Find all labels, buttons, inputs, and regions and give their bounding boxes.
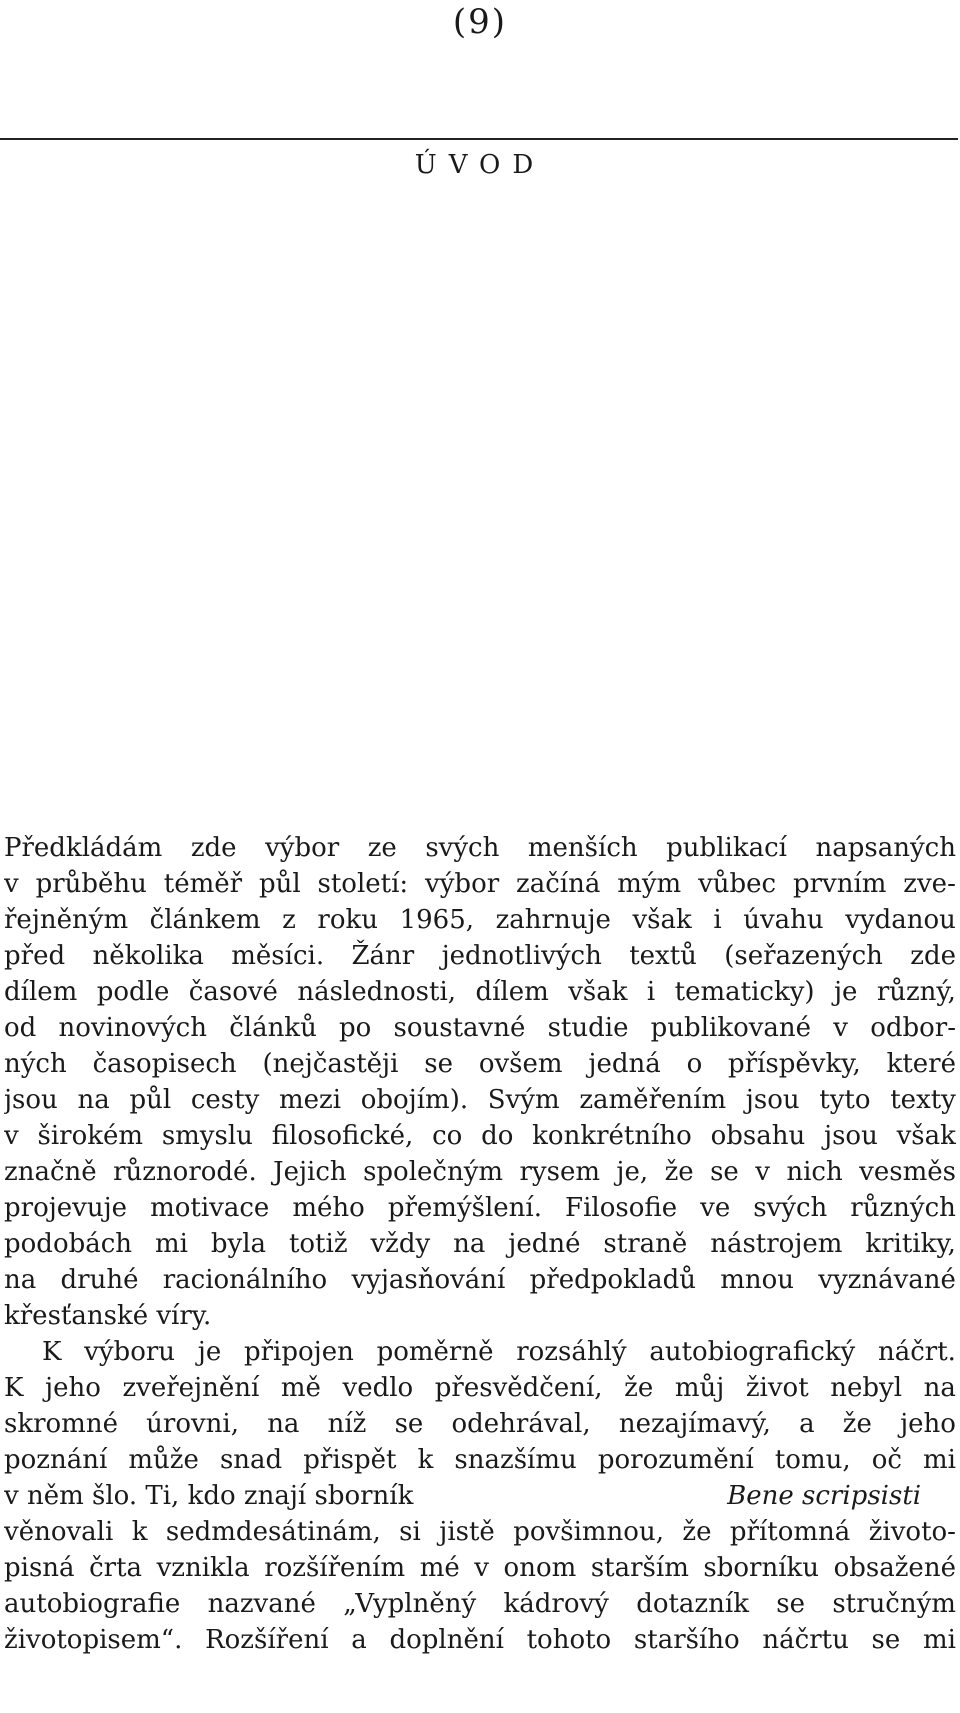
- word: na: [4, 1265, 37, 1295]
- word: v: [4, 1121, 19, 1151]
- word: jsou: [4, 1085, 58, 1115]
- text-line: [4, 902, 956, 938]
- word: do: [481, 1121, 514, 1151]
- word: tohoto: [526, 1625, 612, 1655]
- text-line: [4, 1370, 956, 1406]
- word: jistě: [439, 1517, 495, 1547]
- word: je,: [616, 1157, 649, 1187]
- word: mnou: [720, 1265, 795, 1295]
- word: menších: [527, 833, 638, 863]
- word: může: [128, 1445, 199, 1475]
- word: porozumění: [597, 1445, 754, 1475]
- word: jeho: [45, 1373, 101, 1403]
- word: Žánr: [351, 941, 415, 971]
- word: sedmdesátinám,: [165, 1517, 381, 1547]
- word: mé: [419, 1553, 460, 1583]
- chapter-heading: ÚVOD: [414, 150, 546, 180]
- word: onom: [503, 1553, 577, 1583]
- word: svých: [425, 833, 500, 863]
- word: črta: [89, 1553, 143, 1583]
- word: se: [871, 1625, 901, 1655]
- word: vůbec: [698, 869, 777, 899]
- word: je: [833, 977, 858, 1007]
- word: (seřazených: [724, 941, 883, 971]
- word: podle: [96, 977, 170, 1007]
- word: mého: [292, 1193, 365, 1223]
- text-line: [4, 830, 956, 866]
- word: výboru: [84, 1337, 176, 1367]
- word: příspěvky,: [728, 1049, 861, 1079]
- word: společným: [363, 1157, 504, 1187]
- word: úvahu: [743, 905, 824, 935]
- word: textů: [629, 941, 697, 971]
- word: měsíci.: [231, 941, 325, 971]
- word: (nejčastěji: [262, 1049, 399, 1079]
- word: pisná: [4, 1553, 75, 1583]
- word: přítomná: [729, 1517, 851, 1547]
- word: od: [4, 1013, 37, 1043]
- word: staršího: [633, 1625, 740, 1655]
- text-line: [4, 1226, 956, 1262]
- word: mi: [923, 1445, 956, 1475]
- word: K: [4, 1373, 24, 1403]
- body-text: [4, 830, 956, 1658]
- word: následnosti,: [297, 977, 457, 1007]
- word: mezi: [278, 1085, 342, 1115]
- word: k: [417, 1445, 434, 1475]
- word: autobiografický: [649, 1337, 856, 1367]
- text-line: [4, 1010, 956, 1046]
- word: po: [339, 1013, 372, 1043]
- word: snazšímu: [454, 1445, 577, 1475]
- word: nebyl: [830, 1373, 903, 1403]
- word: oč: [871, 1445, 902, 1475]
- word: Filosofie: [565, 1193, 678, 1223]
- word: ovšem: [478, 1049, 563, 1079]
- word: co: [432, 1121, 463, 1151]
- word: 1965,: [399, 905, 475, 935]
- word: vždy: [370, 1229, 431, 1259]
- word: Rozšíření: [205, 1625, 329, 1655]
- text-line: [4, 1622, 956, 1658]
- word: rozsáhlý: [516, 1337, 627, 1367]
- word: totiž: [288, 1229, 348, 1259]
- word: na: [267, 1409, 300, 1439]
- word: že: [624, 1373, 654, 1403]
- word: snad: [219, 1445, 283, 1475]
- word: doplnění: [389, 1625, 504, 1655]
- word: obsažené: [833, 1553, 956, 1583]
- word: je: [197, 1337, 222, 1367]
- word: obsahu: [710, 1121, 806, 1151]
- page-number: (9): [452, 2, 508, 42]
- text-line: [4, 1334, 956, 1370]
- word: dílem: [475, 977, 549, 1007]
- word: značně: [4, 1157, 97, 1187]
- word: se: [424, 1049, 453, 1079]
- word: výbor: [425, 869, 500, 899]
- word: časopisech: [92, 1049, 237, 1079]
- word: si: [399, 1517, 421, 1547]
- word: rysem: [519, 1157, 600, 1187]
- word: vydanou: [845, 905, 956, 935]
- text-line: [4, 938, 956, 974]
- word: druhé: [60, 1265, 139, 1295]
- text-line: [4, 1586, 956, 1622]
- word: byla: [210, 1229, 267, 1259]
- word: motivace: [150, 1193, 270, 1223]
- word: přemýšlení.: [387, 1193, 542, 1223]
- text-line: [4, 1082, 956, 1118]
- word: níž: [327, 1409, 367, 1439]
- word: širokém: [37, 1121, 144, 1151]
- word: jsou: [745, 1085, 800, 1115]
- word: jedná: [588, 1049, 661, 1079]
- word: dílem: [4, 977, 78, 1007]
- text-segment: v něm šlo. Ti, kdo znají sborník: [4, 1481, 414, 1511]
- word: publikované: [650, 1013, 812, 1043]
- word: i: [713, 905, 722, 935]
- word: skromné: [4, 1409, 118, 1439]
- word: smyslu: [161, 1121, 253, 1151]
- word: téměř: [163, 869, 243, 899]
- text-line: [4, 1262, 956, 1298]
- word: článkem: [149, 905, 261, 935]
- text-line-with-title: [4, 1478, 956, 1514]
- word: cesty: [190, 1085, 260, 1115]
- word: kritiky,: [865, 1229, 956, 1259]
- word: přesvědčení,: [434, 1373, 603, 1403]
- word: stručným: [832, 1589, 956, 1619]
- word: prvním: [792, 869, 887, 899]
- word: několika: [92, 941, 204, 971]
- word: kádrový: [503, 1589, 609, 1619]
- word: půl: [258, 869, 301, 899]
- word: různý,: [876, 977, 956, 1007]
- word: novinových: [58, 1013, 207, 1043]
- word: nezajímavý,: [618, 1409, 771, 1439]
- text-line: [4, 1046, 956, 1082]
- text-line: [4, 1550, 956, 1586]
- word: starším: [590, 1553, 689, 1583]
- word: ze: [367, 833, 397, 863]
- paragraph-1: [4, 830, 956, 1334]
- word: straně: [603, 1229, 688, 1259]
- word: rozšířením: [264, 1553, 406, 1583]
- word: zde: [190, 833, 237, 863]
- word: jsou: [824, 1121, 878, 1151]
- word: předpokladů: [529, 1265, 696, 1295]
- book-title: [727, 1478, 956, 1514]
- word: o: [686, 1049, 703, 1079]
- text-line: [4, 1514, 956, 1550]
- word: dotazník: [636, 1589, 749, 1619]
- word: na: [77, 1085, 110, 1115]
- word: různých: [850, 1193, 956, 1223]
- word: zaměřením: [579, 1085, 727, 1115]
- word: roku: [317, 905, 379, 935]
- word: se: [710, 1157, 739, 1187]
- word: vyjasňování: [351, 1265, 506, 1295]
- text-line: [4, 1406, 956, 1442]
- word: které: [886, 1049, 956, 1079]
- word: před: [4, 941, 66, 971]
- word: začíná: [516, 869, 601, 899]
- word: století:: [317, 869, 409, 899]
- word: na: [923, 1373, 956, 1403]
- word: však: [632, 905, 692, 935]
- word: přispět: [303, 1445, 397, 1475]
- word: jeho: [900, 1409, 956, 1439]
- word: v: [4, 869, 19, 899]
- word: se: [776, 1589, 806, 1619]
- word: nich: [786, 1157, 843, 1187]
- word: věnovali: [4, 1517, 114, 1547]
- word: nástrojem: [710, 1229, 843, 1259]
- word: na: [453, 1229, 486, 1259]
- word: že: [682, 1517, 712, 1547]
- word: povšimnou,: [513, 1517, 664, 1547]
- word: a: [351, 1625, 367, 1655]
- word: Svým: [487, 1085, 560, 1115]
- word: soustavné: [393, 1013, 526, 1043]
- word: vesměs: [859, 1157, 956, 1187]
- word: texty: [890, 1085, 956, 1115]
- word: připojen: [243, 1337, 354, 1367]
- word: k: [131, 1517, 148, 1547]
- word: v: [474, 1553, 489, 1583]
- word: a: [799, 1409, 815, 1439]
- paragraph-2: [4, 1334, 956, 1658]
- word: tomu,: [774, 1445, 851, 1475]
- word: konkrétního: [532, 1121, 692, 1151]
- word: životopisem“.: [4, 1625, 183, 1655]
- text-line: [4, 1190, 956, 1226]
- word: K: [42, 1337, 62, 1367]
- word: však: [568, 977, 628, 1007]
- word: vyznávané: [818, 1265, 956, 1295]
- word: z: [282, 905, 296, 935]
- word: zahrnuje: [495, 905, 611, 935]
- word: jednotlivých: [441, 941, 602, 971]
- word: filosofické,: [271, 1121, 414, 1151]
- word: mým: [617, 869, 682, 899]
- word: zve-: [903, 869, 956, 899]
- text-line: [4, 866, 956, 902]
- word: průběhu: [35, 869, 147, 899]
- word: svých: [753, 1193, 828, 1223]
- word: nazvané: [207, 1589, 316, 1619]
- word: půl: [129, 1085, 172, 1115]
- word: řejněným: [4, 905, 129, 935]
- word: publikací: [666, 833, 787, 863]
- book-title-italic: Bene scripsisti: [727, 1481, 922, 1511]
- word: studie: [547, 1013, 629, 1043]
- word: autobiografie: [4, 1589, 181, 1619]
- word: jedné: [508, 1229, 581, 1259]
- text-line: [4, 974, 956, 1010]
- word: ných: [4, 1049, 67, 1079]
- word: vedlo: [342, 1373, 414, 1403]
- word: můj: [674, 1373, 725, 1403]
- word: že: [664, 1157, 694, 1187]
- word: „Vyplněný: [343, 1589, 477, 1619]
- word: racionálního: [162, 1265, 328, 1295]
- word: i: [646, 977, 656, 1007]
- word: obojím).: [360, 1085, 469, 1115]
- word: ve: [700, 1193, 731, 1223]
- text-line: křesťanské víry.: [4, 1301, 212, 1331]
- word: se: [394, 1409, 424, 1439]
- word: poměrně: [376, 1337, 494, 1367]
- text-line: [4, 1118, 956, 1154]
- text-line: [4, 1154, 956, 1190]
- word: článků: [229, 1013, 317, 1043]
- word: časové: [188, 977, 278, 1007]
- word: odbor-: [870, 1013, 956, 1043]
- word: Jejich: [273, 1157, 347, 1187]
- word: vznikla: [156, 1553, 250, 1583]
- header-rule: [0, 138, 958, 140]
- word: život: [745, 1373, 809, 1403]
- word: náčrt.: [877, 1337, 956, 1367]
- word: zde: [910, 941, 956, 971]
- word: náčrtu: [762, 1625, 849, 1655]
- word: Předkládám: [4, 833, 163, 863]
- word: mi: [154, 1229, 188, 1259]
- word: životo-: [868, 1517, 956, 1547]
- text-line: [4, 1442, 956, 1478]
- word: napsaných: [815, 833, 956, 863]
- word: že: [842, 1409, 872, 1439]
- word: v: [833, 1013, 848, 1043]
- word: odehrával,: [451, 1409, 591, 1439]
- word: v: [755, 1157, 770, 1187]
- word: mi: [922, 1625, 956, 1655]
- word: tematicky): [674, 977, 815, 1007]
- word: projevuje: [4, 1193, 128, 1223]
- word: podobách: [4, 1229, 133, 1259]
- word: mě: [280, 1373, 321, 1403]
- word: úrovni,: [146, 1409, 239, 1439]
- word: výbor: [265, 833, 340, 863]
- word: tyto: [819, 1085, 871, 1115]
- word: různorodé.: [113, 1157, 257, 1187]
- word: zveřejnění: [122, 1373, 260, 1403]
- word: sborníku: [703, 1553, 820, 1583]
- word: však: [896, 1121, 956, 1151]
- word: poznání: [4, 1445, 108, 1475]
